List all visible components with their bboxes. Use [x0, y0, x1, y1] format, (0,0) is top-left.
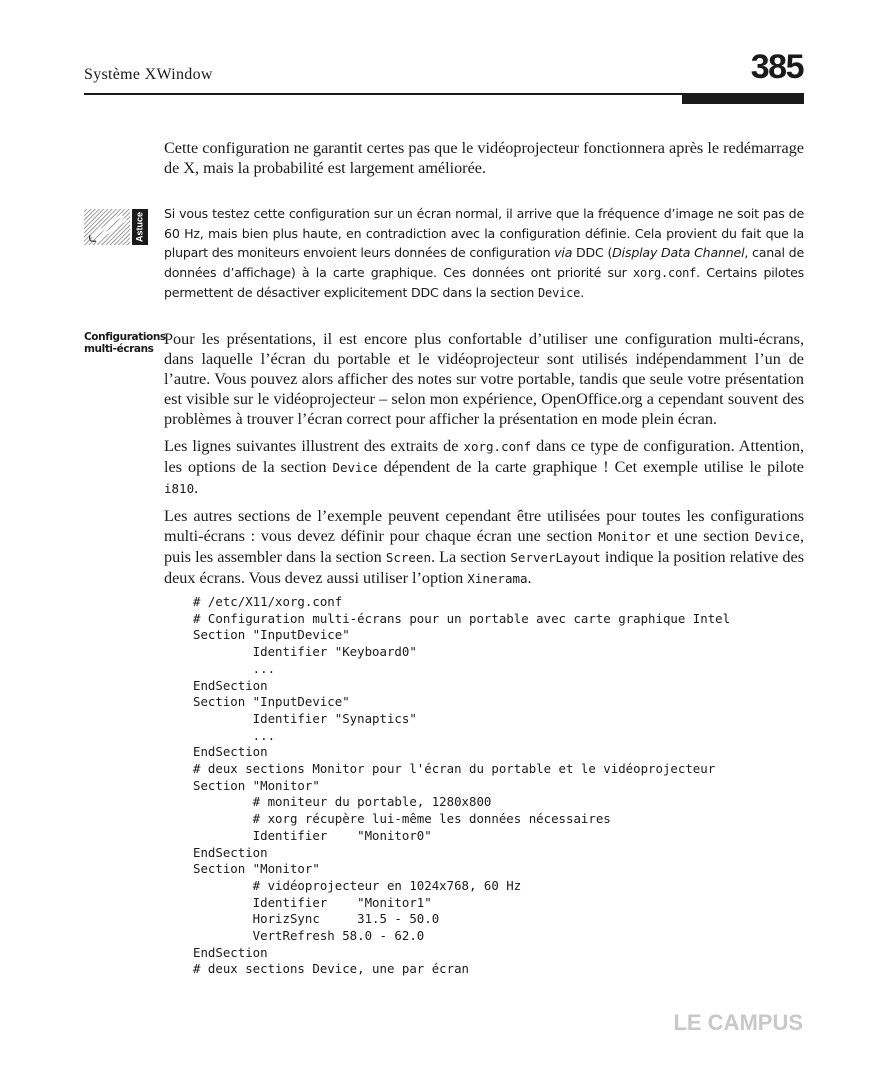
intro-paragraph	[164, 138, 804, 185]
running-title: Système XWindow	[84, 66, 213, 83]
tip-note: Si vous testez cette configuration sur un écran normal, il arrive que la fréquence d’image ne soit pas de 60 Hz, mais bien plus haute, en contradiction avec la configuration définie. Cela provient du fait que la plupart des moniteurs envoient leurs données de configuration via DDC (Display Data Channel, canal de données d’affichage) à la carte graphique. Ces données ont priorité sur xorg.conf. Certains pilotes permettent de désactiver explicitement DDC dans la section Device.	[164, 206, 804, 300]
margin-label: Configurations multi-écrans	[84, 331, 166, 355]
code-listing: # /etc/X11/xorg.conf # Configuration multi-écrans pour un portable avec carte graphique Intel Section "InputDevice" Identifier "Keyboard0" ... EndSection Section "InputDevice" Identifier "Synaptics" ... EndSection # deux sections Monitor pour l'écran du portable et le vidéoprojecteur Section "Monitor" # moniteur du portable, 1280x800 # xorg récupère lui-même les données nécessaires Identifier "Monitor0" EndSection Section "Monitor" # vidéoprojecteur en 1024x768, 60 Hz Identifier "Monitor1" HorizSync 31.5 - 50.0 VertRefresh 58.0 - 62.0 EndSection # deux sections Device, une par écran	[193, 594, 731, 977]
intro-text: Cette configuration ne garantit certes pas que le vidéoprojecteur fonctionnera après le redémarrage de X, mais la probabilité est largement améliorée.	[164, 139, 804, 177]
main-text	[164, 329, 804, 596]
tip-icon-label: Astuce	[134, 211, 145, 243]
tip-note-icon	[84, 207, 150, 247]
paragraph-sections: Les autres sections de l’exemple peuvent cependant être utilisées pour toutes les configurations multi-écrans : vous devez définir pour chaque écran une section Monitor et une section Device, puis les assembler dans la section Screen. La section ServerLayout indique la position relative des deux écrans. Vous devez aussi utiliser l’option Xinerama.	[164, 507, 804, 587]
paragraph-multiscreen: Pour les présentations, il est encore plus confortable d’utiliser une configuration multi-écrans, dans laquelle l’écran du portable et le vidéoprojecteur sont utilisés indépendamment l’un de l’autre. Vous pouvez alors afficher des notes sur votre portable, tandis que seule votre présentation est visible sur le vidéoprojecteur – selon mon expérience, OpenOffice.org a cependant souvent des problèmes à trouver l’écran correct pour afficher la présentation en mode plein écran.	[164, 330, 804, 428]
publisher-logo: LE CAMPUS	[673, 1010, 803, 1035]
paragraph-xorg-extracts: Les lignes suivantes illustrent des extraits de xorg.conf dans ce type de configuration. Attention, les options de la section Device dépendent de la carte graphique ! Cet exemple utilise le pilote i810.	[164, 437, 804, 497]
header-rule-accent	[682, 95, 804, 104]
page-number: 385	[750, 48, 803, 86]
